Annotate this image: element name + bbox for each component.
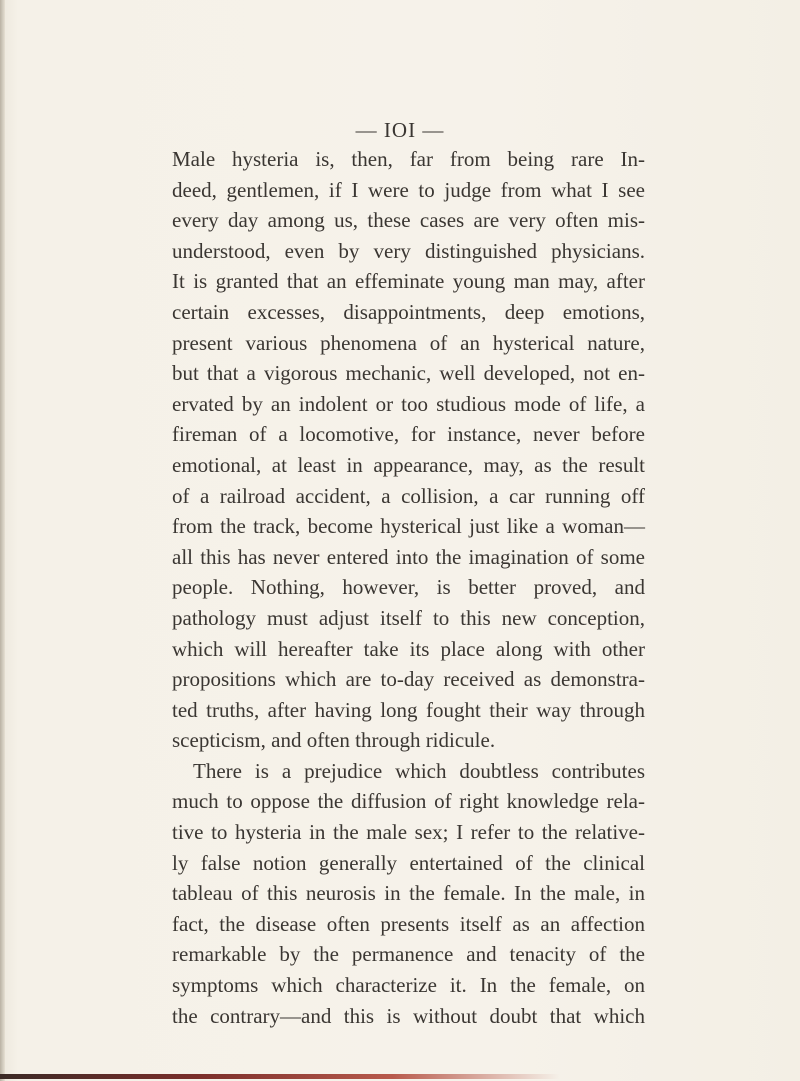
text-line: from the track, become hysterical just like a woman— xyxy=(172,514,645,539)
text-line: symptoms which characterize it. In the female, on xyxy=(172,973,645,998)
page-binding-edge xyxy=(0,0,5,1081)
text-line: ted truths, after having long fought their way through xyxy=(172,697,645,722)
text-line: Male hysteria is, then, far from being rare In- xyxy=(172,147,645,171)
text-line: tableau of this neurosis in the female. In the male, in xyxy=(172,881,645,906)
text-line: fact, the disease often presents itself as an affection xyxy=(172,911,645,936)
text-line: people. Nothing, however, is better proved, and xyxy=(172,575,645,600)
text-line: every day among us, these cases are very often mis- xyxy=(172,208,645,233)
text-line: all this has never entered into the imagination of some xyxy=(172,544,645,569)
text-line: remarkable by the permanence and tenacity of the xyxy=(172,942,645,967)
text-line: scepticism, and often through ridicule. xyxy=(172,728,496,753)
text-line: but that a vigorous mechanic, well developed, not en- xyxy=(172,361,645,386)
text-line: propositions which are to-day received as demonstra- xyxy=(172,667,645,692)
text-line: pathology must adjust itself to this new conception, xyxy=(172,605,645,630)
body-text xyxy=(172,144,645,1031)
text-line: much to oppose the diffusion of right knowledge rela- xyxy=(172,789,645,814)
text-line: the contrary—and this is without doubt that which xyxy=(172,1003,645,1028)
text-line: present various phenomena of an hysterical nature, xyxy=(172,330,645,355)
text-line: certain excesses, disappointments, deep emotions, xyxy=(172,299,645,324)
text-line: ervated by an indolent or too studious mode of life, a xyxy=(172,391,645,416)
text-line: There is a prejudice which doubtless contributes xyxy=(193,758,645,783)
text-line: emotional, at least in appearance, may, as the result xyxy=(172,452,645,477)
text-line: which will hereafter take its place along with other xyxy=(172,636,645,661)
text-line: of a railroad accident, a collision, a car running off xyxy=(172,483,645,508)
text-line: deed, gentlemen, if I were to judge from what I see xyxy=(172,177,645,202)
text-line: fireman of a locomotive, for instance, never before xyxy=(172,422,645,447)
bottom-edge-rule xyxy=(0,1074,560,1079)
text-line: tive to hysteria in the male sex; I refer to the relative- xyxy=(172,820,645,845)
text-line: understood, even by very distinguished physicians. xyxy=(172,238,645,263)
text-line: It is granted that an effeminate young man may, after xyxy=(172,269,645,294)
page-number: — IOI — xyxy=(355,118,445,142)
text-line: ly false notion generally entertained of the clinical xyxy=(172,850,645,875)
